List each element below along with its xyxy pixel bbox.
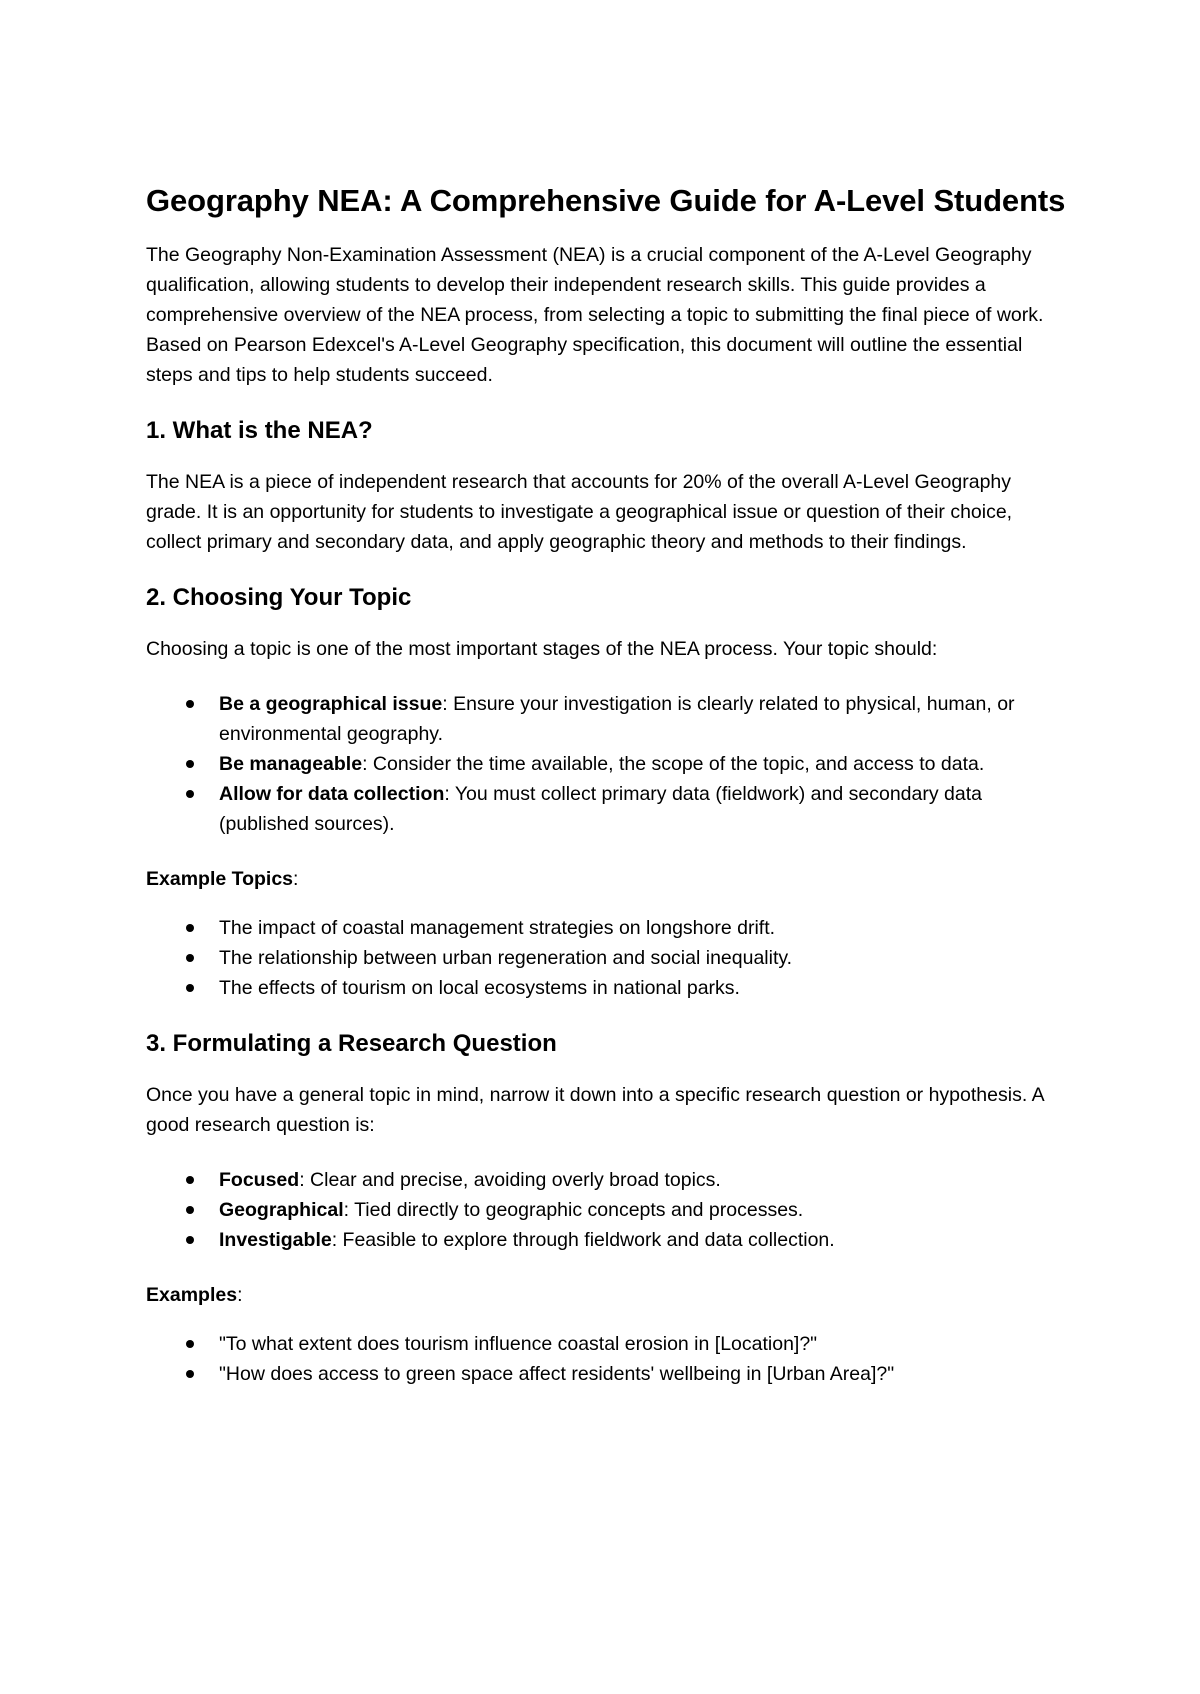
list-item [146, 943, 1066, 973]
list-item [146, 973, 1066, 1003]
list-item [146, 1225, 1066, 1255]
bullet-icon [186, 1176, 194, 1184]
example-topics-list [146, 913, 1066, 1003]
criteria-desc: : Clear and precise, avoiding overly broad topics. [299, 1169, 721, 1191]
section-body-what-is-nea: The NEA is a piece of independent research that accounts for 20% of the overall A-Level Geography grade. It is an opportunity for students to investigate a geographical issue or question of their choice, collect primary and secondary data, and apply geographic theory and methods to their findings. [146, 471, 1013, 553]
section-heading-what-is-nea: 1. What is the NEA? [146, 417, 373, 444]
section-heading-choosing-topic: 2. Choosing Your Topic [146, 584, 412, 611]
bullet-icon [186, 1206, 194, 1214]
criteria-desc: : You must collect primary data (fieldwork) and secondary data (published sources). [219, 783, 982, 835]
bullet-icon [186, 954, 194, 962]
criteria-term: Be manageable [219, 753, 363, 775]
section-body-choosing-topic: Choosing a topic is one of the most important stages of the NEA process. Your topic should: [146, 638, 938, 660]
topic-criteria-list [146, 689, 1066, 839]
section-heading-research-question: 3. Formulating a Research Question [146, 1030, 557, 1057]
criteria-term: Investigable [219, 1229, 332, 1251]
list-item [146, 1359, 1066, 1389]
list-item [146, 1195, 1066, 1225]
examples-label [146, 1280, 1066, 1310]
label-colon: : [237, 1284, 243, 1306]
list-item [146, 1165, 1066, 1195]
label-colon: : [293, 868, 299, 890]
bullet-icon [186, 1370, 194, 1378]
example-topics-label-text: Example Topics [146, 868, 294, 890]
example-question: "To what extent does tourism influence coastal erosion in [Location]?" [219, 1333, 818, 1355]
criteria-term: Geographical [219, 1199, 344, 1221]
criteria-desc: : Consider the time available, the scope of the topic, and access to data. [362, 753, 985, 775]
document-page [146, 178, 1066, 1414]
bullet-icon [186, 1236, 194, 1244]
bullet-icon [186, 760, 194, 768]
examples-label-text: Examples [146, 1284, 238, 1306]
example-question: "How does access to green space affect residents' wellbeing in [Urban Area]?" [219, 1363, 895, 1385]
example-topic: The effects of tourism on local ecosystems in national parks. [219, 977, 740, 999]
criteria-desc: : Feasible to explore through fieldwork and data collection. [331, 1229, 835, 1251]
list-item [146, 1329, 1066, 1359]
list-item [146, 913, 1066, 943]
example-questions-list [146, 1329, 1066, 1389]
criteria-term: Focused [219, 1169, 300, 1191]
bullet-icon [186, 924, 194, 932]
list-item [146, 779, 1066, 839]
list-item [146, 749, 1066, 779]
bullet-icon [186, 700, 194, 708]
bullet-icon [186, 790, 194, 798]
example-topics-label [146, 864, 1066, 894]
criteria-term: Be a geographical issue [219, 693, 443, 715]
question-criteria-list [146, 1165, 1066, 1255]
criteria-term: Allow for data collection [219, 783, 445, 805]
bullet-icon [186, 984, 194, 992]
document-title: Geography NEA: A Comprehensive Guide for A-Level Students [146, 183, 1066, 218]
intro-paragraph: The Geography Non-Examination Assessment (NEA) is a crucial component of the A-Level Geography qualification, allowing students to develop their independent research skills. This guide provides a comprehensive overview of the NEA process, from selecting a topic to submitting the final piece of work. Based on Pearson Edexcel's A-Level Geography specification, this document will outline the essential steps and tips to help students succeed. [146, 244, 1044, 386]
criteria-desc: : Tied directly to geographic concepts and processes. [343, 1199, 804, 1221]
section-body-research-question: Once you have a general topic in mind, narrow it down into a specific research question or hypothesis. A good research question is: [146, 1084, 1044, 1136]
criteria-desc: : Ensure your investigation is clearly related to physical, human, or environmental geography. [219, 693, 1015, 745]
example-topic: The relationship between urban regeneration and social inequality. [219, 947, 793, 969]
list-item [146, 689, 1066, 749]
bullet-icon [186, 1340, 194, 1348]
example-topic: The impact of coastal management strategies on longshore drift. [219, 917, 776, 939]
